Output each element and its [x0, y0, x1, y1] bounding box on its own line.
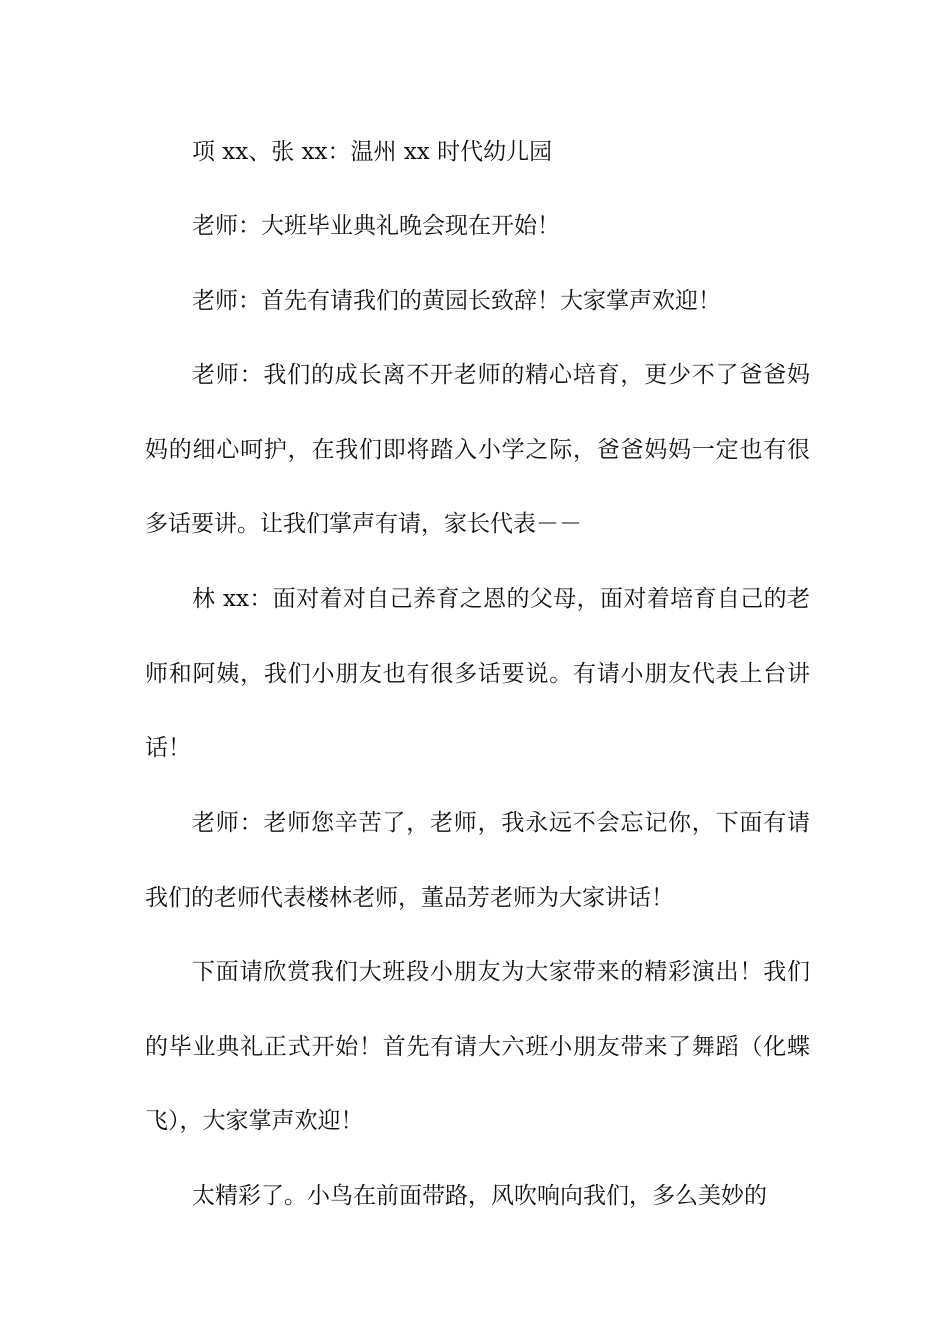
paragraph-parent-representative: 老师：我们的成长离不开老师的精心培育，更少不了爸爸妈妈的细心呵护，在我们即将踏入小学之际，爸爸妈妈一定也有很多话要讲。让我们掌声有请，家长代表－－ [145, 362, 810, 537]
paragraph-principal-speech: 老师：首先有请我们的黄园长致辞！大家掌声欢迎！ [192, 288, 721, 314]
paragraph-teacher-representative: 老师：老师您辛苦了，老师，我永远不会忘记你，下面有请我们的老师代表楼林老师，董品芳老师为大家讲话！ [145, 810, 810, 911]
paragraph-host-intro: 项 xx、张 xx：温州 xx 时代幼儿园 [192, 139, 553, 165]
paragraph-performance: 下面请欣赏我们大班段小朋友为大家带来的精彩演出！我们的毕业典礼正式开始！首先有请大六班小朋友带来了舞蹈（化蝶飞），大家掌声欢迎！ [145, 959, 810, 1134]
paragraph-closing: 太精彩了。小鸟在前面带路，风吹响向我们，多么美妙的 [192, 1183, 767, 1209]
paragraph-opening: 老师：大班毕业典礼晚会现在开始！ [192, 213, 560, 239]
paragraph-child-representative: 林 xx：面对着对自己养育之恩的父母，面对着培育自己的老师和阿姨，我们小朋友也有很多话要说。有请小朋友代表上台讲话！ [145, 586, 810, 761]
